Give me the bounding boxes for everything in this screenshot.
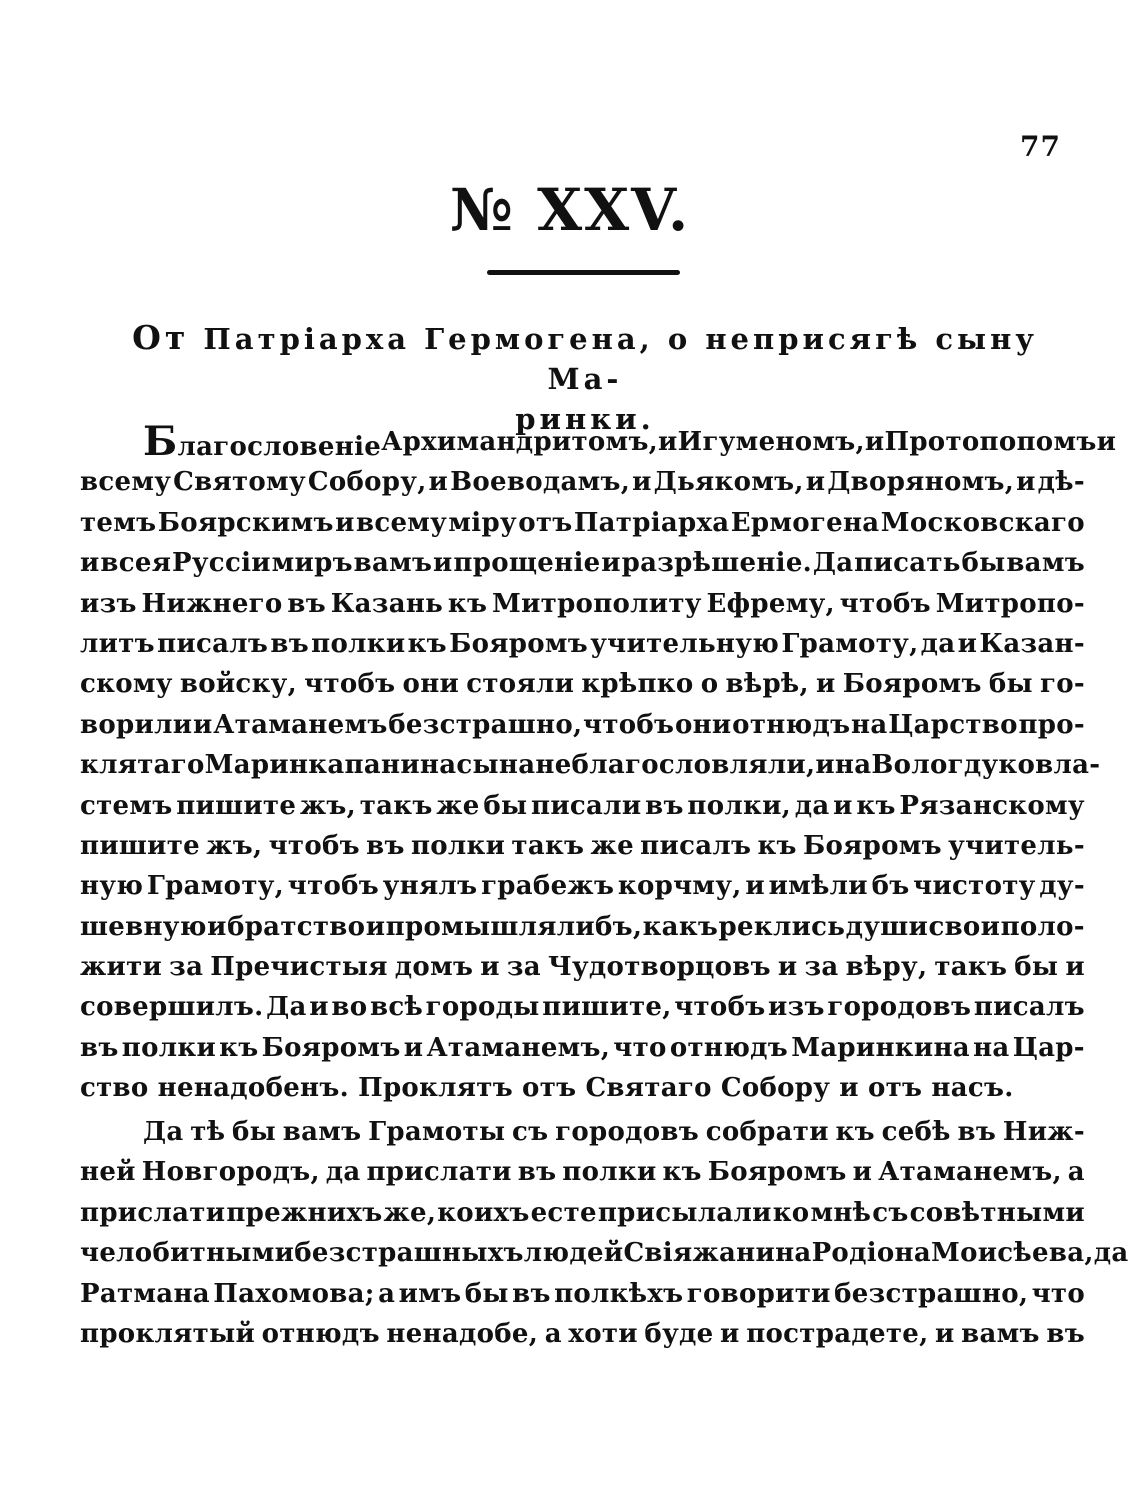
text-word: Рязанскому xyxy=(899,790,1085,821)
text-word: вѣру, xyxy=(845,952,928,983)
text-word: же, xyxy=(383,1197,437,1228)
text-word: за xyxy=(804,952,839,983)
text-word: въ xyxy=(270,628,309,659)
text-line xyxy=(80,786,1085,826)
text-word: пишите, xyxy=(542,992,672,1023)
text-word: Свіяжанина xyxy=(623,1238,812,1269)
text-word: шевную xyxy=(80,911,207,942)
text-word: писалъ xyxy=(973,992,1085,1023)
text-word: писать xyxy=(854,548,961,579)
text-word: крѣпко xyxy=(581,669,694,700)
text-word: Атаманемъ xyxy=(213,709,388,740)
text-word: писали xyxy=(531,790,642,821)
text-word: и xyxy=(815,750,835,781)
text-line xyxy=(80,1112,1085,1152)
text-word: и xyxy=(839,1073,859,1104)
text-word: такъ xyxy=(359,790,433,821)
text-word: Грамоты xyxy=(368,1117,506,1147)
text-word: Вологду xyxy=(871,750,999,781)
text-line xyxy=(80,866,1085,906)
text-word: бы xyxy=(232,1117,277,1147)
text-word: и xyxy=(480,952,500,983)
text-word: присылали xyxy=(597,1197,772,1228)
paragraph-2 xyxy=(80,1112,1129,1354)
text-word: чтобъ xyxy=(839,588,931,619)
text-word: Боярскимъ xyxy=(157,507,334,538)
text-word: отнюдъ xyxy=(669,1032,789,1063)
heading-word: Ма- xyxy=(547,362,623,396)
text-word: Ратмана xyxy=(80,1278,210,1309)
text-word: Бояромъ xyxy=(707,1157,847,1188)
text-word: они xyxy=(402,669,460,700)
text-word: такъ xyxy=(511,830,585,861)
text-line xyxy=(80,745,1101,785)
text-word: въ xyxy=(645,790,684,821)
heading-word: Патріарха xyxy=(203,322,411,356)
text-word: про- xyxy=(1018,709,1085,740)
text-word: литъ xyxy=(80,628,155,659)
text-word: и xyxy=(632,467,652,498)
text-word: Казань xyxy=(330,588,444,619)
text-word: писалъ xyxy=(157,628,269,659)
text-word: а xyxy=(378,1278,396,1309)
text-word: къ xyxy=(835,1117,875,1147)
text-word: безстрашно, xyxy=(388,709,583,740)
text-word: и xyxy=(1016,467,1036,498)
text-word: бы xyxy=(464,1278,509,1309)
text-word: чистоту xyxy=(913,871,1036,902)
text-word: Митрополиту xyxy=(492,588,702,619)
text-word: изъ xyxy=(80,588,137,619)
text-line xyxy=(80,1193,1085,1233)
heading-word: неприсягѣ xyxy=(705,322,922,356)
text-word: они xyxy=(674,709,732,740)
text-word: разрѣшеніе. xyxy=(621,548,813,579)
text-word: совѣтными xyxy=(909,1197,1085,1228)
text-word: и xyxy=(1096,427,1117,457)
text-word: ко xyxy=(772,1197,810,1228)
text-word: души xyxy=(845,911,929,942)
text-word: вла- xyxy=(1035,750,1101,781)
text-word: и xyxy=(833,790,853,821)
text-word: всему xyxy=(80,467,172,498)
text-line xyxy=(80,503,1085,543)
text-word: Ефрему, xyxy=(706,588,835,619)
text-word: да xyxy=(325,1157,361,1188)
text-word: городовъ xyxy=(827,992,972,1023)
text-word: войску, xyxy=(179,669,297,700)
text-word: чтобъ xyxy=(304,669,396,700)
text-word: писалъ xyxy=(640,830,752,861)
text-word: прощеніе xyxy=(453,548,601,579)
text-word: ненадобенъ. xyxy=(157,1073,349,1104)
text-word: насъ. xyxy=(931,1073,1014,1104)
text-word: да xyxy=(794,790,830,821)
text-word: отъ xyxy=(867,1073,923,1104)
text-word: да xyxy=(1093,1238,1129,1269)
text-word: на xyxy=(834,750,872,781)
text-word: реклись xyxy=(718,911,846,942)
text-word: и xyxy=(957,628,978,659)
heading-word: ринки. xyxy=(515,402,655,436)
text-line xyxy=(80,1233,1129,1273)
text-word: бъ xyxy=(871,871,910,902)
text-word: хоти xyxy=(568,1318,638,1349)
text-line xyxy=(80,462,1085,502)
text-word: Моисѣева, xyxy=(931,1238,1094,1269)
text-word: бы xyxy=(988,669,1033,700)
text-word: и xyxy=(80,548,100,579)
text-word: бы xyxy=(1014,952,1059,983)
text-word: Новгородъ, xyxy=(141,1157,320,1188)
text-word: Дьякомъ, xyxy=(653,467,804,498)
text-word: неблагословляли, xyxy=(535,750,816,781)
text-word: поло- xyxy=(1000,911,1085,942)
text-word: стояли xyxy=(466,669,575,700)
text-word: вѣрѣ, xyxy=(725,669,809,700)
heading-word: сыну xyxy=(935,322,1038,356)
text-word: къ xyxy=(757,830,797,861)
text-word: а xyxy=(544,1318,562,1349)
text-word: же xyxy=(590,830,634,861)
text-word: и xyxy=(403,1032,424,1063)
text-word: къ xyxy=(856,790,896,821)
text-word: всему xyxy=(355,507,448,538)
text-word: Да xyxy=(266,992,307,1023)
text-line xyxy=(80,1274,1085,1314)
text-word-first: Благословеніе xyxy=(143,418,382,465)
text-word: и xyxy=(207,911,227,942)
text-word: ворили xyxy=(80,709,193,740)
text-word: бы xyxy=(961,548,1006,579)
text-word: Родіона xyxy=(811,1238,931,1269)
text-word: домъ xyxy=(394,952,474,983)
text-line xyxy=(80,624,1085,664)
text-word: Ниж- xyxy=(1002,1117,1085,1147)
text-line xyxy=(80,543,1085,583)
text-word: Проклятъ xyxy=(358,1073,513,1104)
text-word: Нижнего xyxy=(141,588,283,619)
text-word: Протопопомъ xyxy=(884,427,1097,457)
text-word: пишите xyxy=(176,790,297,821)
text-word: а xyxy=(1067,1157,1085,1188)
title-rule xyxy=(487,270,680,275)
text-word: унялъ xyxy=(382,871,478,902)
text-word: есте xyxy=(530,1197,597,1228)
text-word: и xyxy=(805,467,826,498)
text-word: и xyxy=(428,467,449,498)
text-word: Архимандритомъ, xyxy=(381,427,659,457)
text-word: отнюдъ xyxy=(261,1318,380,1349)
text-word: и xyxy=(934,1318,955,1349)
text-line xyxy=(80,987,1085,1027)
text-word: полки, xyxy=(687,790,792,821)
text-word: Воеводамъ, xyxy=(450,467,631,498)
text-word: Пахомова; xyxy=(213,1278,375,1309)
text-line xyxy=(80,1152,1085,1192)
text-line xyxy=(80,1068,1085,1108)
text-word: къ xyxy=(662,1157,702,1188)
text-line xyxy=(80,1314,1085,1354)
text-word: Бояромъ xyxy=(449,628,589,659)
text-word: съ xyxy=(872,1197,909,1228)
text-word: всея xyxy=(100,548,172,579)
text-line xyxy=(80,664,1085,704)
text-word: темъ xyxy=(80,507,157,538)
text-word: чтобъ xyxy=(674,992,766,1023)
text-word: что xyxy=(613,1032,667,1063)
text-word: полки xyxy=(410,830,506,861)
text-word: безстрашныхъ xyxy=(294,1238,524,1269)
text-word: что xyxy=(1031,1278,1085,1309)
text-line xyxy=(80,947,1085,987)
text-word: полкѣхъ xyxy=(554,1278,684,1309)
text-word: городовъ xyxy=(555,1117,700,1147)
text-word: имѣли xyxy=(768,871,868,902)
text-word: полки xyxy=(311,628,406,659)
text-word: за xyxy=(169,952,204,983)
text-word: да xyxy=(920,628,956,659)
text-word: учительную xyxy=(590,628,780,659)
text-word: Казан- xyxy=(979,628,1085,659)
text-word: и xyxy=(864,427,885,457)
text-word: тѣ xyxy=(190,1117,226,1147)
text-word: прежнихъ xyxy=(226,1197,383,1228)
text-word: прислати xyxy=(80,1197,226,1228)
text-word: къ xyxy=(447,588,488,619)
text-word: имъ xyxy=(398,1278,462,1309)
text-word: Атаманемъ, xyxy=(878,1157,1062,1188)
text-word: коихъ xyxy=(437,1197,530,1228)
text-word: ду- xyxy=(1039,871,1085,902)
text-word: за xyxy=(506,952,541,983)
text-word: о xyxy=(700,669,719,700)
text-word: Собору, xyxy=(307,467,427,498)
text-word: Атаманемъ, xyxy=(426,1032,611,1063)
text-line xyxy=(80,907,1085,947)
text-word: братство xyxy=(227,911,366,942)
text-word: грабежъ xyxy=(481,871,615,902)
text-word: къ xyxy=(219,1032,259,1063)
text-word: пишите xyxy=(80,830,200,861)
text-word: и xyxy=(601,548,621,579)
text-word: въ xyxy=(1046,1318,1085,1349)
text-word: въ xyxy=(517,1157,557,1188)
text-word: вамъ xyxy=(961,1318,1040,1349)
text-word: вамъ xyxy=(1006,548,1085,579)
text-word: учитель- xyxy=(948,830,1085,861)
text-word: го- xyxy=(1040,669,1085,700)
text-word: клятаго xyxy=(80,750,205,781)
text-word: чтобъ xyxy=(268,830,360,861)
text-word: отнюдъ xyxy=(732,709,851,740)
text-word: Дворяномъ, xyxy=(827,467,1015,498)
text-word: и xyxy=(365,911,386,942)
text-word: въ xyxy=(957,1117,997,1147)
text-word: прислати xyxy=(366,1157,512,1188)
text-word: вамъ xyxy=(282,1117,362,1147)
text-word: чтобъ xyxy=(287,871,380,902)
heading-word: Гермогена, xyxy=(424,322,654,356)
heading-word: От xyxy=(132,318,190,357)
text-word: всѣ xyxy=(370,992,424,1023)
text-word: и xyxy=(777,952,798,983)
text-word: Да xyxy=(812,548,854,579)
text-word: и xyxy=(1065,952,1085,983)
text-line xyxy=(80,1028,1085,1068)
text-word: жъ, xyxy=(299,790,357,821)
text-word: Маринкина xyxy=(791,1032,970,1063)
text-word: на xyxy=(973,1032,1010,1063)
text-word: Игуменомъ, xyxy=(677,427,865,457)
text-word: и xyxy=(335,507,355,538)
text-word: Митропо- xyxy=(935,588,1085,619)
text-word: полки xyxy=(121,1032,217,1063)
text-word: Цар- xyxy=(1012,1032,1085,1063)
text-word: отъ xyxy=(522,1073,577,1104)
text-word: Руссіи xyxy=(172,548,271,579)
text-word: Бояромъ xyxy=(842,669,982,700)
text-word: ненадобе, xyxy=(386,1318,539,1349)
document-heading xyxy=(100,318,1070,439)
text-word: какъ xyxy=(642,911,719,942)
text-word: Собору xyxy=(720,1073,831,1104)
text-word: же xyxy=(436,790,480,821)
text-word: въ xyxy=(512,1278,551,1309)
page-number: 77 xyxy=(1020,130,1061,163)
heading-word: о xyxy=(667,322,692,356)
text-word: отъ xyxy=(518,507,573,538)
text-word: Бояромъ xyxy=(261,1032,401,1063)
text-word: челобитными xyxy=(80,1238,295,1269)
text-word: себѣ xyxy=(881,1117,951,1147)
paragraph-1 xyxy=(80,418,1117,1109)
text-word: и xyxy=(433,548,453,579)
text-word: миръ xyxy=(271,548,353,579)
text-word: собрати xyxy=(705,1117,829,1147)
text-word: корчму, xyxy=(617,871,742,902)
text-word: ство xyxy=(80,1073,149,1104)
text-word: пострадете, xyxy=(746,1318,929,1349)
text-word: буде xyxy=(644,1318,714,1349)
text-word: Царство xyxy=(888,709,1018,740)
text-word: ко xyxy=(998,750,1036,781)
text-word: Грамоту, xyxy=(146,871,285,902)
text-word: Бояромъ xyxy=(803,830,942,861)
text-line xyxy=(80,826,1085,866)
text-word: въ xyxy=(287,588,326,619)
text-line xyxy=(80,584,1085,624)
text-word: чтобъ xyxy=(583,709,675,740)
text-word: скому xyxy=(80,669,173,700)
text-word: совершилъ. xyxy=(80,992,264,1023)
text-word: къ xyxy=(407,628,447,659)
text-word: бы xyxy=(483,790,528,821)
text-word: въ xyxy=(80,1032,119,1063)
text-word: Маринка xyxy=(204,750,345,781)
text-word: изъ xyxy=(768,992,825,1023)
text-word: на xyxy=(851,709,888,740)
text-word: жъ, xyxy=(206,830,263,861)
text-word: и xyxy=(309,992,329,1023)
text-word: безстрашно, xyxy=(834,1278,1029,1309)
text-word: полки xyxy=(562,1157,657,1188)
text-word: Московскаго xyxy=(880,507,1085,538)
text-word: съ xyxy=(512,1117,549,1147)
text-word: ную xyxy=(80,871,144,902)
text-word: городы xyxy=(425,992,540,1023)
text-word: сына xyxy=(456,750,536,781)
text-word: свои xyxy=(928,911,1001,942)
text-word: Чудотворцовъ xyxy=(547,952,771,983)
text-word: и xyxy=(658,427,678,457)
text-word: панина xyxy=(344,750,457,781)
text-word: ней xyxy=(80,1157,136,1188)
text-word: міру xyxy=(448,507,517,538)
document-number: № XXV. xyxy=(449,176,691,244)
text-word: жити xyxy=(80,952,163,983)
heading-line xyxy=(100,318,1070,399)
text-word: Ермогена xyxy=(730,507,880,538)
text-line xyxy=(80,705,1085,745)
text-word: и xyxy=(720,1318,740,1349)
text-word: Святаго xyxy=(585,1073,712,1104)
text-word: мнѣ xyxy=(810,1197,872,1228)
text-word: промышлялибъ, xyxy=(385,911,643,942)
text-word: и xyxy=(852,1157,873,1188)
text-word: людей xyxy=(523,1238,624,1269)
text-word: такъ xyxy=(934,952,1008,983)
text-word: дѣ- xyxy=(1037,467,1085,498)
text-word: проклятый xyxy=(80,1318,256,1349)
text-word: говорити xyxy=(686,1278,831,1309)
text-word: Святому xyxy=(173,467,306,498)
text-word: Пречистыя xyxy=(210,952,388,983)
text-word: во xyxy=(331,992,368,1023)
text-word: стемъ xyxy=(80,790,173,821)
text-word: въ xyxy=(366,830,405,861)
text-word: Грамоту, xyxy=(781,628,919,659)
text-word: Патріарха xyxy=(573,507,730,538)
text-word: и xyxy=(192,709,213,740)
text-word: и xyxy=(745,871,765,902)
text-word: и xyxy=(816,669,836,700)
text-word: Да xyxy=(143,1117,184,1147)
text-word: вамъ xyxy=(353,548,433,579)
